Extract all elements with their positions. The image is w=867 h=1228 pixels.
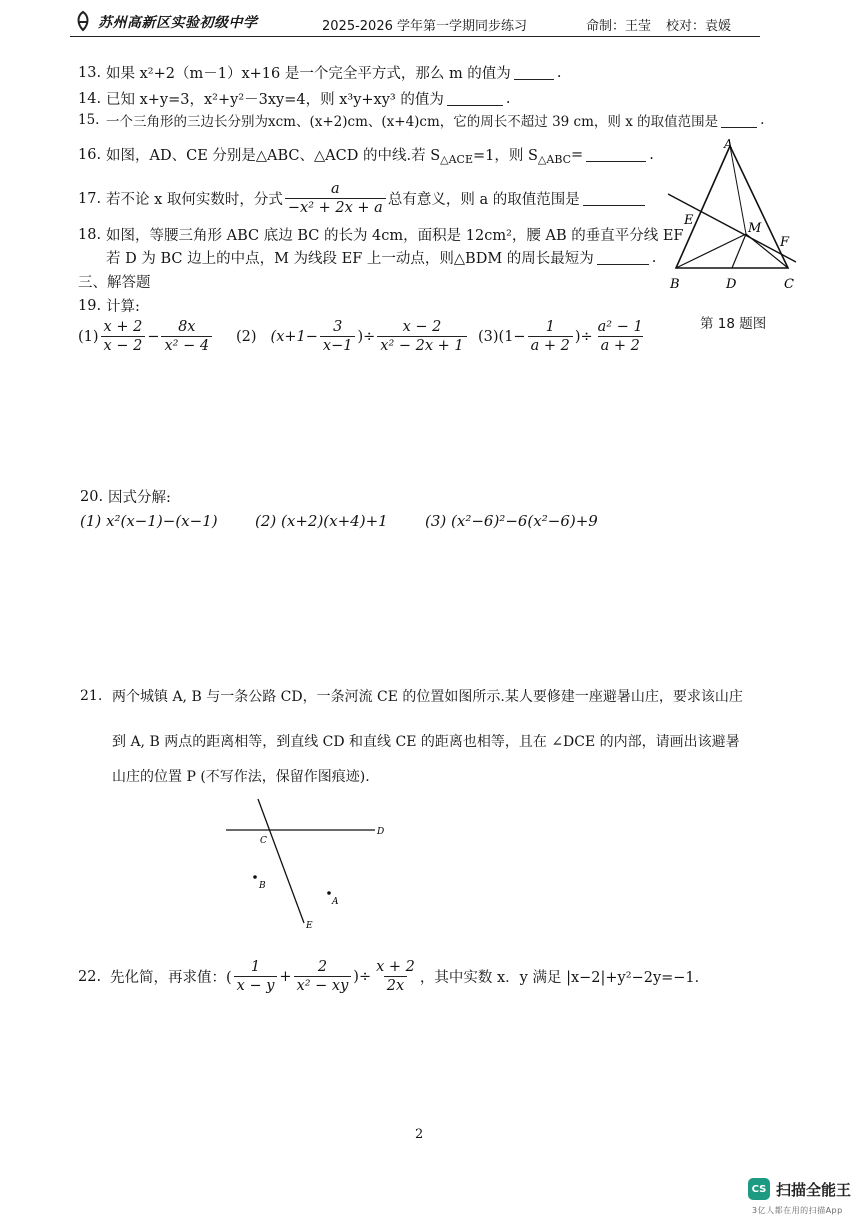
answer-blank[interactable] <box>447 91 503 106</box>
question-number: 19. <box>78 297 102 314</box>
question-end: . <box>556 64 562 81</box>
fraction <box>101 318 146 355</box>
question-text: 已知 x+y=3，x²+y²－3xy=4，则 x³y+xy³ 的值为 <box>106 92 444 108</box>
denominator: x² − xy <box>294 976 352 995</box>
term-title: 2025-2026 学年第一学期同步练习 <box>322 19 527 34</box>
question-18 <box>78 224 684 245</box>
expression-part: )÷ <box>574 328 593 345</box>
expression-part: )÷ <box>357 328 376 345</box>
operator: + <box>279 968 292 985</box>
denominator: x − y <box>234 976 278 995</box>
section-heading <box>78 271 151 292</box>
fraction <box>161 318 212 355</box>
perpendicular-bisector-ef <box>668 194 796 262</box>
question-text: 两个城镇 A, B 与一条公路 CD，一条河流 CE 的位置如图所示.某人要修建一座避暑山庄，要求该山庄 <box>112 689 743 705</box>
expression-part: )÷ <box>353 968 372 985</box>
question-16 <box>78 144 654 165</box>
page-number: 2 <box>415 1127 424 1142</box>
question-title: 计算: <box>106 299 140 315</box>
question-title: 因式分解: <box>108 490 171 506</box>
numerator: x + 2 <box>376 959 415 975</box>
numerator: x − 2 <box>402 319 442 335</box>
question-text: 先化简，再求值：( <box>110 970 232 987</box>
part-label: (2) <box>236 328 257 345</box>
label-b: B <box>670 277 680 292</box>
question-number: 16. <box>78 146 102 163</box>
label-c: C <box>260 836 267 846</box>
segment-dm <box>732 234 746 268</box>
label-f: F <box>780 235 790 250</box>
answer-blank[interactable] <box>597 250 649 265</box>
denominator: x − 2 <box>101 336 146 355</box>
segment-bm <box>676 234 746 268</box>
question-19 <box>78 295 140 316</box>
figure-21-map <box>220 795 400 935</box>
label-e: E <box>306 921 313 931</box>
question-text-end: ，其中实数 x．y 满足 |x−2|+y²−2y=−1． <box>419 970 710 987</box>
q20-part1: (1) x²(x−1)−(x−1) <box>80 512 218 530</box>
question-20 <box>80 486 171 507</box>
q19-part2 <box>236 318 469 355</box>
expression-part: (x+1− <box>270 328 318 345</box>
answer-blank[interactable] <box>583 191 645 206</box>
fraction <box>373 958 418 995</box>
label-a: A <box>332 897 339 907</box>
label-d: D <box>377 827 385 837</box>
numerator: 1 <box>545 319 555 335</box>
question-number: 22. <box>78 968 102 985</box>
question-text-end: 总有意义，则 a 的取值范围是 <box>387 192 580 209</box>
numerator: 3 <box>333 319 343 335</box>
question-number: 18. <box>78 226 102 243</box>
question-text: 若 D 为 BC 边上的中点，M 为线段 EF 上一动点，则△BDM 的周长最短为 <box>106 251 594 267</box>
question-text: 如图，等腰三角形 ABC 底边 BC 的长为 4cm，面积是 12cm²，腰 AB 的垂直平分线 EF <box>106 228 684 244</box>
question-number: 20. <box>80 488 104 505</box>
question-text: 若不论 x 取何实数时，分式 <box>106 192 283 209</box>
fraction <box>234 958 278 995</box>
subscript-ace: △ACE <box>440 153 473 166</box>
question-15 <box>78 110 764 130</box>
checker-label: 校对：袁媛 <box>666 19 732 34</box>
school-name: 苏州高新区实验初级中学 <box>98 15 258 31</box>
question-14 <box>78 88 510 109</box>
question-13 <box>78 62 561 83</box>
watermark-tagline: 3亿人都在用的扫描App <box>752 1206 843 1215</box>
denominator: a + 2 <box>598 336 643 355</box>
fraction <box>528 318 573 355</box>
label-m: M <box>748 221 762 236</box>
label-b: B <box>259 881 266 891</box>
q20-part3: (3) (x²−6)²−6(x²−6)+9 <box>425 512 598 530</box>
fraction <box>595 318 646 355</box>
fraction <box>294 958 352 995</box>
denominator: x−1 <box>320 336 356 355</box>
section-title: 三、解答题 <box>78 275 151 291</box>
part-label: (3) <box>478 328 499 345</box>
q19-part3 <box>478 318 648 355</box>
q19-part1 <box>78 318 214 355</box>
denominator: 2x <box>384 976 407 995</box>
question-number: 17. <box>78 190 102 207</box>
numerator: 2 <box>317 959 328 975</box>
numerator: 1 <box>250 959 261 975</box>
question-end: . <box>651 249 657 266</box>
numerator: a <box>331 181 340 197</box>
expression-part: (1− <box>498 328 526 345</box>
fraction <box>285 180 386 217</box>
operator: − <box>147 328 160 345</box>
answer-blank[interactable] <box>586 147 646 162</box>
figure-18-caption: 第 18 题图 <box>700 316 767 332</box>
fraction <box>320 318 356 355</box>
question-text: 如果 x²+2（m－1）x+16 是一个完全平方式，那么 m 的值为 <box>106 66 511 82</box>
school-logo-icon <box>74 10 92 32</box>
author-label: 命制：王莹 <box>586 19 652 34</box>
question-text: 一个三角形的三边长分别为xcm、(x+2)cm、(x+4)cm，它的周长不超过 39 cm，则 x 的取值范围是 <box>106 114 719 130</box>
denominator: −x² + 2x + a <box>285 198 386 217</box>
denominator: a + 2 <box>528 336 573 355</box>
numerator: a² − 1 <box>597 319 643 335</box>
question-number: 13. <box>78 64 102 81</box>
question-end: . <box>649 146 654 163</box>
numerator: x + 2 <box>103 319 143 335</box>
segment-am <box>730 146 746 234</box>
question-number: 21. <box>80 688 103 704</box>
question-text: 如图，AD、CE 分别是△ABC、△ACD 的中线.若 S <box>106 148 441 164</box>
question-end: . <box>760 112 765 128</box>
question-21-line3: 山庄的位置 P (不写作法，保留作图痕迹). <box>112 769 370 785</box>
question-number: 14. <box>78 90 102 107</box>
part-label: (1) <box>78 328 99 345</box>
figure-18-triangle <box>662 138 802 298</box>
fraction <box>377 318 466 355</box>
question-17 <box>78 180 648 217</box>
denominator: x² − 2x + 1 <box>377 336 466 355</box>
label-a: A <box>724 138 733 151</box>
equals-sign: = <box>571 146 584 163</box>
camscanner-logo-icon: CS <box>748 1178 770 1200</box>
label-d: D <box>726 277 737 292</box>
answer-blank[interactable] <box>514 65 554 80</box>
label-c: C <box>784 277 794 292</box>
question-number: 15. <box>78 112 100 128</box>
question-21-line2: 到 A, B 两点的距离相等，到直线 CD 和直线 CE 的距离也相等，且在 ∠DCE 的内部，请画出该避暑 <box>112 734 740 750</box>
question-21 <box>80 686 743 706</box>
numerator: 8x <box>178 319 196 335</box>
answer-blank[interactable] <box>721 113 757 128</box>
page-header <box>70 8 760 37</box>
subscript-abc: △ABC <box>537 153 572 166</box>
river-ce <box>258 799 304 923</box>
question-18-line2 <box>106 247 656 268</box>
label-e: E <box>684 213 694 228</box>
question-22 <box>78 958 709 995</box>
town-a-point <box>327 891 331 895</box>
town-b-point <box>253 875 257 879</box>
denominator: x² − 4 <box>161 336 212 355</box>
question-end: . <box>505 90 511 107</box>
question-text-mid: =1，则 S <box>473 148 538 164</box>
q20-part2: (2) (x+2)(x+4)+1 <box>255 512 388 530</box>
watermark-name: 扫描全能王 <box>776 1181 852 1199</box>
